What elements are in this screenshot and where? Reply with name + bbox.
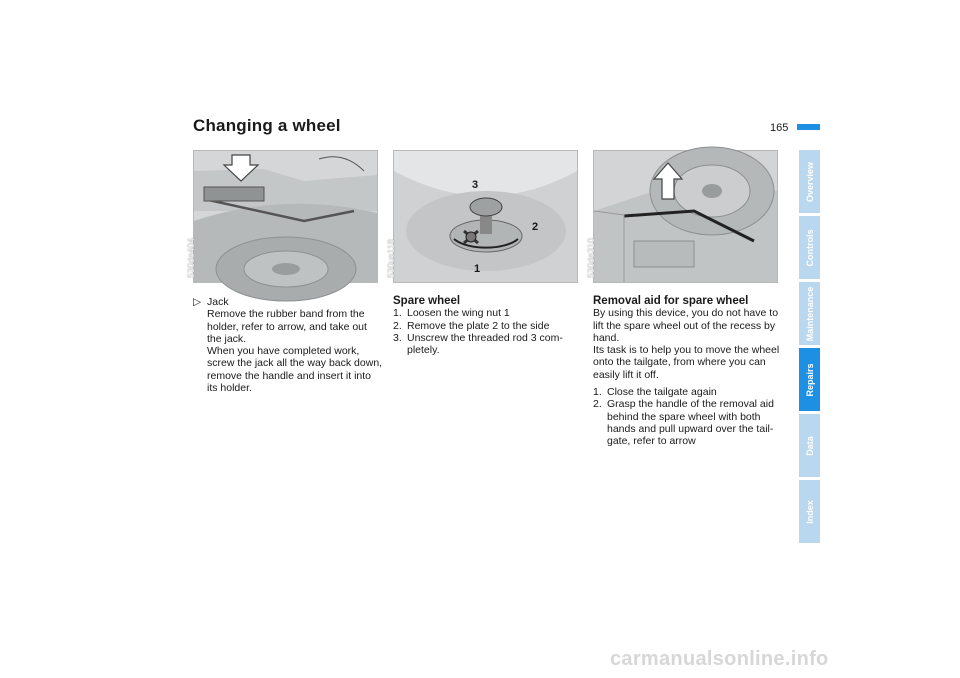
bullet-marker: ▷ — [193, 296, 202, 308]
tab-maintenance[interactable]: Maintenance — [799, 282, 820, 345]
image-code: 530de404 — [186, 237, 196, 278]
page-number: 165 — [770, 122, 789, 134]
paragraph: Its task is to help you to move the wheel onto the tailgate, from where you can easily lift it off. — [593, 344, 780, 381]
spare-wheel-illustration — [386, 150, 578, 283]
watermark: carmanualsonline.info — [610, 648, 829, 670]
jack-item-label: Jack — [207, 296, 229, 308]
section-heading: Removal aid for spare wheel — [593, 295, 749, 307]
jack-instructions — [193, 296, 383, 394]
page-number-bar — [797, 124, 820, 130]
chapter-tabs — [799, 150, 820, 546]
step-item: 3. Unscrew the threaded rod 3 com-pletely. — [393, 331, 563, 357]
tab-repairs[interactable]: Repairs — [799, 348, 820, 411]
callout-3: 3 — [472, 179, 479, 191]
jack-paragraph-2: When you have completed work, screw the jack all the way back down, remove the handle and insert it into its holder. — [207, 345, 383, 395]
step-item: 2. Grasp the handle of the removal aid behind the spare wheel with both hands and pull upward over the tail-gate, refer to arrow — [593, 398, 774, 448]
step-item: 1. Loosen the wing nut 1 — [393, 307, 510, 320]
removal-aid-illustration — [586, 150, 778, 283]
page-title: Changing a wheel — [193, 116, 341, 135]
callout-1: 1 — [474, 263, 481, 275]
tab-controls[interactable]: Controls — [799, 216, 820, 279]
tab-index[interactable]: Index — [799, 480, 820, 543]
jack-illustration — [186, 150, 378, 283]
image-code: 530us118 — [386, 239, 396, 278]
section-heading: Spare wheel — [393, 295, 461, 307]
tab-data[interactable]: Data — [799, 414, 820, 477]
removal-aid-section — [593, 295, 785, 448]
tab-overview[interactable]: Overview — [799, 150, 820, 213]
jack-paragraph-1: Remove the rubber band from the holder, refer to arrow, and take out the jack. — [207, 308, 367, 345]
paragraph: By using this device, you do not have to lift the spare wheel out of the recess by hand. — [593, 307, 779, 344]
image-code: 530de310 — [586, 237, 596, 278]
step-item: 2. Remove the plate 2 to the side — [393, 319, 550, 332]
spare-wheel-section — [393, 295, 577, 356]
step-item: 1. Close the tailgate again — [593, 386, 717, 399]
callout-2: 2 — [532, 221, 539, 233]
